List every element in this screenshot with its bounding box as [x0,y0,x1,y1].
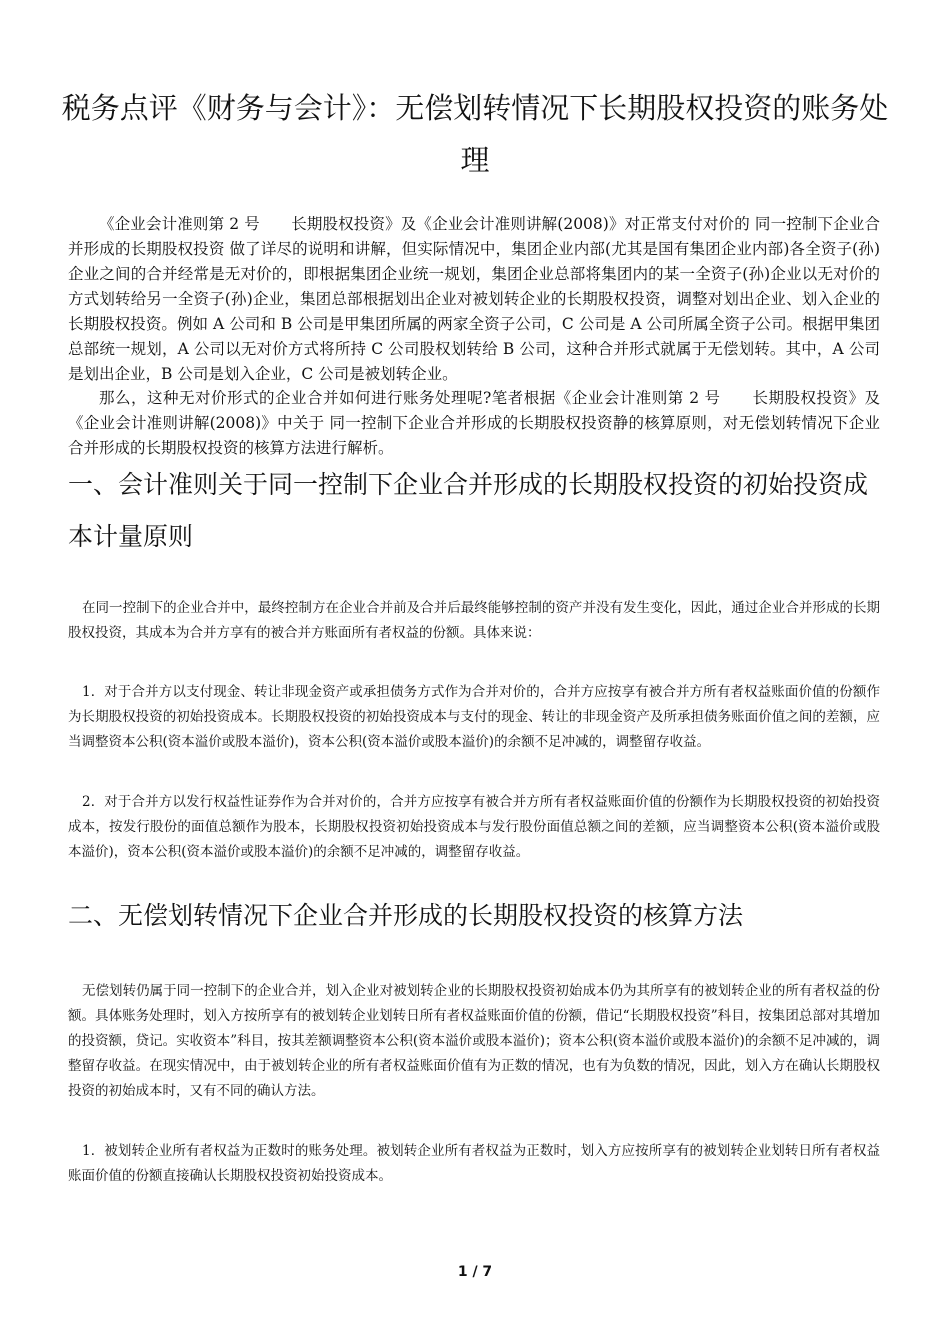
intro-paragraph-1: 《企业会计准则第 2 号 长期股权投资》及《企业会计准则讲解(2008)》对正常支付对价的 同一控制下企业合并形成的长期股权投资 做了详尽的说明和讲解，但实际情况中，集团企业内部(尤其是国有集团企业内部)各全资子(孙)企业之间的合并经常是无对价的，即根据集团企业统一规划，集团企业总部将集团内的某一全资子(孙)企业以无对价的方式划转给另一全资子(孙)企业，集团总部根据划出企业对被划转企业的长期股权投资，调整对划出企业、划入企业的长期股权投资。例如 A 公司和 B 公司是甲集团所属的两家全资子公司，C 公司是 A 公司所属全资子公司。根据甲集团总部统一规划，A 公司以无对价方式将所持 C 公司股权划转给 B 公司，这种合并形式就属于无偿划转。其中，A 公司是划出企业，B 公司是划入企业，C 公司是被划转企业。 [68,215,880,383]
section-2-paragraph-1: 无偿划转仍属于同一控制下的企业合并，划入企业对被划转企业的长期股权投资初始成本仍为其所享有的被划转企业的所有者权益的份额。具体账务处理时，划入方按所享有的被划转企业划转日所有者权益账面价值的份额，借记“长期股权投资”科目，按集团总部对其增加的投资额，贷记。实收资本”科目，按其差额调整资本公积(资本溢价或股本溢价)；资本公积(资本溢价或股本溢价)的余额不足冲减的，调整留存收益。在现实情况中，由于被划转企业的所有者权益账面价值有为正数的情况，也有为负数的情况，因此，划入方在确认长期股权投资的初始成本时，又有不同的确认方法。 [68,983,880,1099]
section-1-heading: 一、会计准则关于同一控制下企业合并形成的长期股权投资的初始投资成本计量原则 [68,470,869,551]
section-1-paragraph-1: 在同一控制下的企业合并中，最终控制方在企业合并前及合并后最终能够控制的资产并没有发生变化，因此，通过企业合并形成的长期股权投资，其成本为合并方享有的被合并方账面所有者权益的份额。具体来说： [68,600,880,641]
section-2-paragraph-2: 1．被划转企业所有者权益为正数时的账务处理。被划转企业所有者权益为正数时，划入方应按所享有的被划转企业划转日所有者权益账面价值的份额直接确认长期股权投资初始投资成本。 [68,1143,880,1184]
section-1-paragraph-2: 1．对于合并方以支付现金、转让非现金资产或承担债务方式作为合并对价的，合并方应按享有被合并方所有者权益账面价值的份额作为长期股权投资的初始投资成本。长期股权投资的初始投资成本与支付的现金、转让的非现金资产及所承担债务账面价值之间的差额，应当调整资本公积(资本溢价或股本溢价)，资本公积(资本溢价或股本溢价)的余额不足冲减的，调整留存收益。 [68,684,880,750]
section-1-paragraph-3: 2．对于合并方以发行权益性证券作为合并对价的，合并方应按享有被合并方所有者权益账面价值的份额作为长期股权投资的初始投资成本，按发行股份的面值总额作为股本，长期股权投资初始投资成本与发行股份面值总额之间的差额，应当调整资本公积(资本溢价或股本溢价)，资本公积(资本溢价或股本溢价)的余额不足冲减的，调整留存收益。 [68,794,880,860]
document-title: 税务点评《财务与会计》：无偿划转情况下长期股权投资的账务处理 [61,91,889,177]
section-2-heading: 二、无偿划转情况下企业合并形成的长期股权投资的核算方法 [68,901,744,930]
intro-paragraph-2: 那么，这种无对价形式的企业合并如何进行账务处理呢?笔者根据《企业会计准则第 2 号 长期股权投资》及《企业会计准则讲解(2008)》中关于 同一控制下企业合并形成的长期股权投资静的核算原则，对无偿划转情况下企业合并形成的长期股权投资的核算方法进行解析。 [68,389,880,457]
page-indicator: 1 / 7 [457,1264,493,1280]
